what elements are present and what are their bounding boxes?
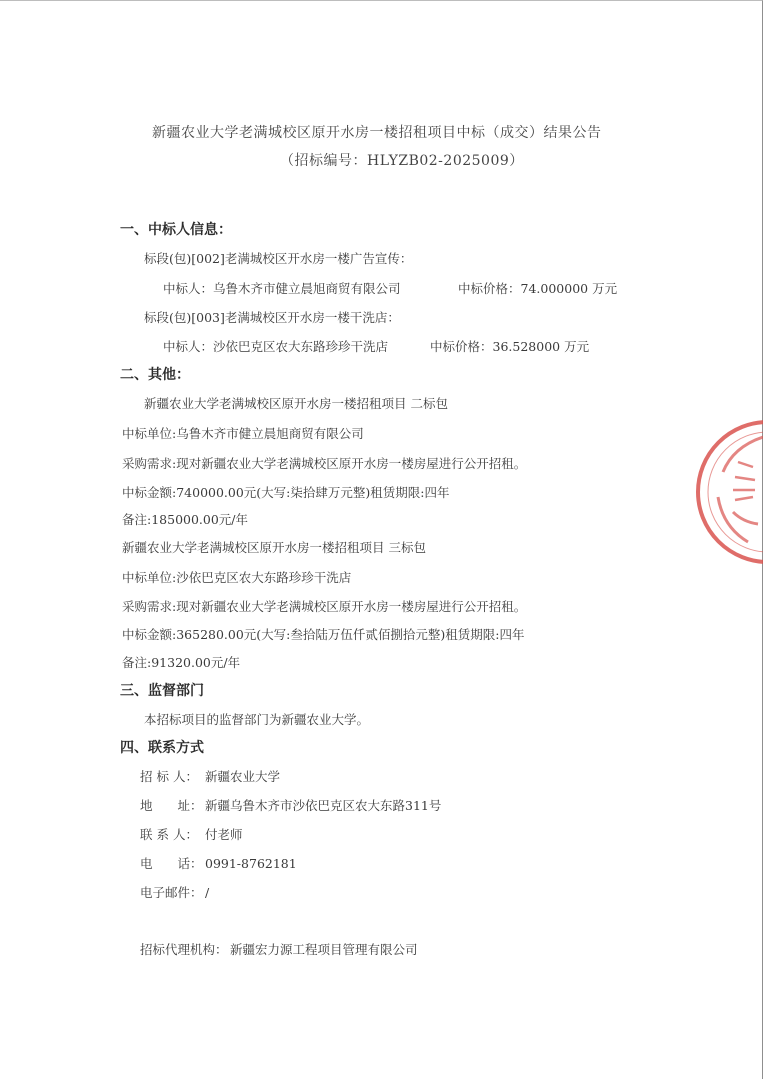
contact-label: 地 址： [140,798,203,813]
agency-label: 招标代理机构： [140,942,228,957]
official-seal-icon [693,417,763,567]
lot-1-price: 中标价格：74.000000 万元 [458,281,618,296]
contact-label: 电子邮件： [140,885,203,900]
section-heading-contact: 四、联系方式 [120,740,204,756]
section-heading-supervision: 三、监督部门 [120,683,204,699]
other-line: 备注:91320.00元/年 [122,655,241,670]
other-line: 新疆农业大学老满城校区原开水房一楼招租项目 二标包 [144,396,448,411]
other-line: 备注:185000.00元/年 [122,512,249,527]
supervision-text: 本招标项目的监督部门为新疆农业大学。 [144,712,370,727]
section-heading-other: 二、其他： [120,367,190,383]
contact-value: / [205,885,210,900]
contact-value: 0991-8762181 [205,856,297,871]
other-line: 中标金额:740000.00元(大写:柒拾肆万元整)租赁期限:四年 [122,485,450,500]
lot-2-winner: 中标人：沙依巴克区农大东路珍珍干洗店 [163,339,389,354]
document-title: 新疆农业大学老满城校区原开水房一楼招租项目中标（成交）结果公告 [152,125,602,141]
lot-1-name: 标段(包)[002]老满城校区开水房一楼广告宣传： [144,251,413,266]
lot-2-name: 标段(包)[003]老满城校区开水房一楼干洗店： [144,310,400,325]
lot-2-price: 中标价格：36.528000 万元 [430,339,590,354]
contact-value: 新疆农业大学 [205,769,281,784]
section-heading-winners: 一、中标人信息： [120,222,232,238]
contact-value: 付老师 [205,827,243,842]
contact-label: 电 话： [140,856,203,871]
contact-label: 招 标 人： [140,769,198,784]
contact-label: 联 系 人： [140,827,198,842]
lot-1-winner: 中标人：乌鲁木齐市健立晨旭商贸有限公司 [163,281,401,296]
other-line: 中标单位:沙依巴克区农大东路珍珍干洗店 [122,570,352,585]
agency-value: 新疆宏力源工程项目管理有限公司 [230,942,418,957]
other-line: 中标单位:乌鲁木齐市健立晨旭商贸有限公司 [122,426,364,441]
other-line: 中标金额:365280.00元(大写:叁拾陆万伍仟贰佰捌拾元整)租赁期限:四年 [122,627,525,642]
contact-value: 新疆乌鲁木齐市沙依巴克区农大东路311号 [205,798,442,813]
tender-number: （招标编号：HLYZB02-2025009） [280,153,524,169]
other-line: 采购需求:现对新疆农业大学老满城校区原开水房一楼房屋进行公开招租。 [122,456,527,471]
other-line: 新疆农业大学老满城校区原开水房一楼招租项目 三标包 [122,540,426,555]
other-line: 采购需求:现对新疆农业大学老满城校区原开水房一楼房屋进行公开招租。 [122,599,527,614]
